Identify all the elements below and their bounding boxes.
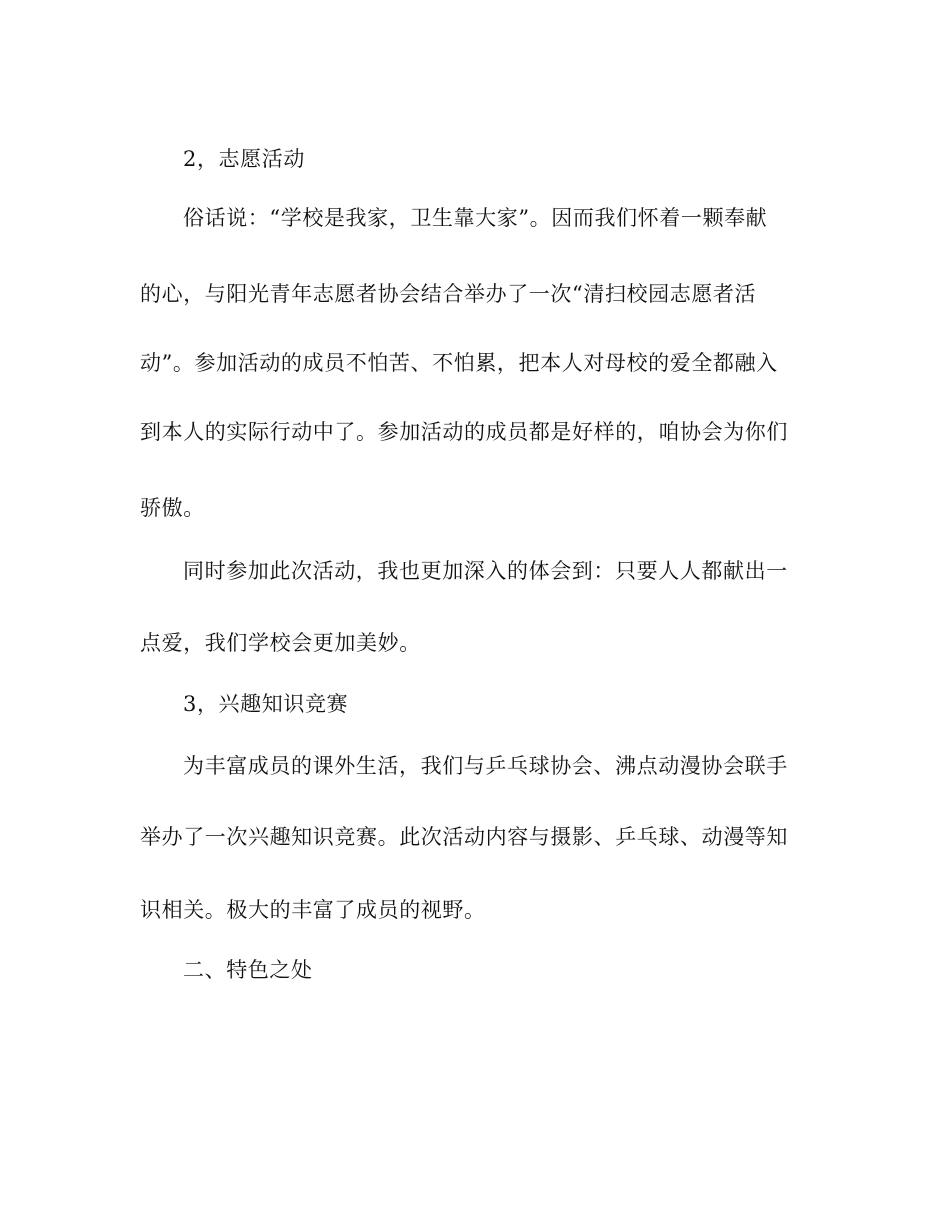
- paragraph-line: 举办了一次兴趣知识竞赛。此次活动内容与摄影、乒乓球、动漫等知: [140, 825, 788, 849]
- paragraph-line: 到本人的实际行动中了。参加活动的成员都是好样的，咱协会为你们: [140, 420, 788, 444]
- section-heading-quiz: 3，兴趣知识竞赛: [183, 692, 349, 716]
- paragraph-line: 俗话说：“学校是我家，卫生靠大家”。因而我们怀着一颗奉献: [183, 206, 768, 230]
- section-heading-features: 二、特色之处: [183, 958, 313, 982]
- paragraph-line: 为丰富成员的课外生活，我们与乒乓球协会、沸点动漫协会联手: [183, 754, 788, 778]
- paragraph-line: 骄傲。: [140, 496, 205, 520]
- paragraph-line: 识相关。极大的丰富了成员的视野。: [140, 898, 486, 922]
- paragraph-line: 点爱，我们学校会更加美妙。: [140, 631, 421, 655]
- paragraph-line: 的心，与阳光青年志愿者协会结合举办了一次“清扫校园志愿者活: [140, 282, 757, 306]
- section-heading-volunteer: 2，志愿活动: [183, 147, 305, 171]
- paragraph-line: 动”。参加活动的成员不怕苦、不怕累，把本人对母校的爱全都融入: [140, 351, 778, 375]
- paragraph-line: 同时参加此次活动，我也更加深入的体会到：只要人人都献出一: [183, 559, 788, 583]
